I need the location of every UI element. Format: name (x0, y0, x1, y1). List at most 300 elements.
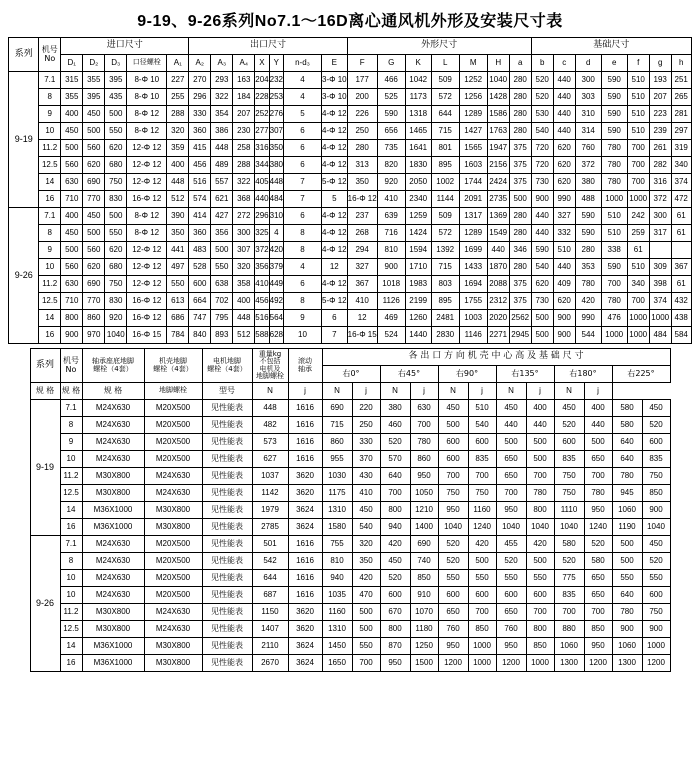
data-cell: 510 (601, 225, 627, 242)
data-cell: 350 (352, 553, 380, 570)
data-cell: 1040 (496, 519, 526, 536)
data-cell: 1003 (459, 310, 487, 327)
data-cell: 590 (575, 208, 601, 225)
table-row (9, 174, 691, 191)
data-cell: 409 (553, 276, 575, 293)
model-cell: 10 (60, 451, 82, 468)
data-cell: 300 (649, 208, 671, 225)
data-cell: 750 (642, 468, 670, 485)
data-cell: 320 (167, 123, 189, 140)
data-cell: 640 (612, 434, 642, 451)
data-cell: 580 (612, 400, 642, 417)
data-cell: 280 (509, 123, 531, 140)
th2-j-180: j (526, 383, 554, 400)
data-cell: 835 (554, 587, 584, 604)
data-cell: M30X800 (82, 468, 144, 485)
model-cell: 12.5 (60, 485, 82, 502)
data-cell: 见性能表 (202, 417, 252, 434)
data-cell: 277 (255, 123, 269, 140)
th-L: L (431, 55, 459, 72)
data-cell: 314 (575, 123, 601, 140)
data-cell: 450 (61, 123, 83, 140)
data-cell: 2312 (487, 293, 509, 310)
data-cell: 520 (380, 570, 410, 587)
data-cell: 700 (601, 276, 627, 293)
data-cell: 1500 (410, 655, 438, 672)
data-cell: 482 (252, 417, 288, 434)
model-cell: 10 (60, 570, 82, 587)
data-cell: 893 (211, 327, 233, 344)
data-cell: 280 (347, 140, 377, 157)
data-cell: 755 (322, 536, 352, 553)
data-cell: 590 (601, 72, 627, 89)
data-cell: 1580 (322, 519, 352, 536)
data-cell: 440 (531, 208, 553, 225)
data-cell: 750 (642, 604, 670, 621)
model-cell: 10 (39, 259, 61, 276)
th-A2: A₂ (189, 55, 211, 72)
data-cell: 2110 (252, 638, 288, 655)
data-cell: 1310 (322, 621, 352, 638)
data-cell: 990 (553, 191, 575, 208)
data-cell: M20X500 (144, 417, 202, 434)
data-cell: M24X630 (82, 434, 144, 451)
data-cell: 780 (612, 468, 642, 485)
data-cell: 310 (269, 208, 283, 225)
data-cell: 800 (380, 502, 410, 519)
th-series: 系列 (9, 38, 39, 72)
data-cell: 400 (526, 400, 554, 417)
data-cell: 557 (211, 174, 233, 191)
data-cell: 1050 (410, 485, 438, 502)
data-cell: 297 (671, 123, 691, 140)
data-cell: 900 (553, 310, 575, 327)
data-cell: 395 (83, 89, 105, 106)
data-cell: 835 (554, 451, 584, 468)
data-cell: 1289 (459, 225, 487, 242)
data-cell: 775 (554, 570, 584, 587)
data-cell: 900 (377, 259, 405, 276)
data-cell: 715 (431, 259, 459, 276)
data-cell: 500 (584, 434, 612, 451)
th2-N-225: N (554, 383, 584, 400)
data-cell: 见性能表 (202, 587, 252, 604)
data-cell: 656 (377, 123, 405, 140)
data-cell: 见性能表 (202, 485, 252, 502)
data-cell: 350 (167, 225, 189, 242)
data-cell: 1144 (431, 191, 459, 208)
data-cell: 1042 (405, 72, 431, 89)
data-cell: 410 (347, 293, 377, 310)
data-cell: 800 (526, 502, 554, 519)
data-cell: 6 (284, 208, 322, 225)
data-cell: 430 (352, 468, 380, 485)
data-cell: 516 (255, 310, 269, 327)
data-cell: 340 (671, 157, 691, 174)
data-cell: 8-Φ 12 (127, 208, 167, 225)
data-cell: 520 (642, 553, 670, 570)
data-cell: 1040 (554, 519, 584, 536)
data-cell: 316 (649, 174, 671, 191)
data-cell: 1979 (252, 502, 288, 519)
data-cell: 690 (322, 400, 352, 417)
data-cell: 350 (269, 140, 283, 157)
data-cell: 664 (189, 293, 211, 310)
data-cell: 509 (431, 208, 459, 225)
th-base-group: 基础尺寸 (531, 38, 691, 55)
th-model: 机号 No (39, 38, 61, 72)
table-row (30, 451, 670, 468)
data-cell: 1710 (405, 259, 431, 276)
data-cell: 950 (584, 638, 612, 655)
data-cell: 520 (554, 553, 584, 570)
data-cell: 540 (352, 519, 380, 536)
model-cell: 14 (39, 310, 61, 327)
data-cell: 见性能表 (202, 621, 252, 638)
data-cell: 294 (347, 242, 377, 259)
data-cell: 600 (468, 434, 496, 451)
data-cell: 920 (105, 310, 127, 327)
model-cell: 16 (60, 519, 82, 536)
data-cell: 276 (269, 106, 283, 123)
data-cell: 1000 (468, 638, 496, 655)
data-cell: 315 (61, 72, 83, 89)
data-cell: 550 (642, 570, 670, 587)
data-cell: 476 (601, 310, 627, 327)
data-cell: 360 (189, 123, 211, 140)
data-cell: 720 (531, 157, 553, 174)
th-A4: A₄ (233, 55, 255, 72)
th-D1: D₁ (61, 55, 83, 72)
data-cell: 600 (438, 434, 468, 451)
data-cell: 510 (468, 400, 496, 417)
data-cell: 564 (269, 310, 283, 327)
table-row (30, 621, 670, 638)
data-cell: 700 (627, 140, 649, 157)
data-cell: 488 (575, 191, 601, 208)
data-cell: 280 (575, 242, 601, 259)
data-cell: 12-Φ 12 (127, 157, 167, 174)
data-cell: 1150 (252, 604, 288, 621)
data-cell: 见性能表 (202, 553, 252, 570)
data-cell: 620 (105, 140, 127, 157)
data-cell: 350 (347, 174, 377, 191)
data-cell: 760 (575, 140, 601, 157)
data-cell: 1310 (322, 502, 352, 519)
data-cell: 332 (553, 225, 575, 242)
data-cell: 950 (496, 638, 526, 655)
data-cell: 8-Φ 12 (127, 123, 167, 140)
data-cell: 1200 (584, 655, 612, 672)
data-cell: 4-Φ 12 (322, 242, 348, 259)
data-cell: 3620 (288, 485, 322, 502)
data-cell: 2156 (487, 157, 509, 174)
data-cell: 1616 (288, 451, 322, 468)
data-cell: 228 (255, 89, 269, 106)
data-cell: 438 (671, 310, 691, 327)
data-cell: 466 (377, 72, 405, 89)
table-row (30, 604, 670, 621)
data-cell: 375 (509, 140, 531, 157)
table-row (9, 191, 691, 208)
data-cell: 780 (612, 604, 642, 621)
data-cell: 550 (105, 225, 127, 242)
data-cell: 见性能表 (202, 502, 252, 519)
data-cell: 448 (252, 400, 288, 417)
data-cell: 307 (233, 242, 255, 259)
data-cell: 550 (167, 276, 189, 293)
data-cell: 1060 (554, 638, 584, 655)
data-cell: 1142 (252, 485, 288, 502)
data-cell: 900 (61, 327, 83, 344)
data-cell: 580 (584, 553, 612, 570)
th2-j-225: j (584, 383, 612, 400)
data-cell: 550 (438, 570, 468, 587)
data-cell: 354 (211, 106, 233, 123)
data-cell: 319 (671, 140, 691, 157)
data-cell: 600 (468, 587, 496, 604)
data-cell: 1000 (468, 655, 496, 672)
th2-dir-180: 右180° (554, 366, 612, 383)
data-cell: 620 (105, 242, 127, 259)
data-cell: 700 (627, 157, 649, 174)
data-cell: 330 (189, 106, 211, 123)
data-cell: 510 (553, 242, 575, 259)
data-cell: 484 (269, 191, 283, 208)
data-cell: 500 (531, 327, 553, 344)
th2-spec-4: 地脚螺栓 (144, 383, 202, 400)
data-cell: M24X630 (144, 604, 202, 621)
data-cell: 590 (601, 106, 627, 123)
data-cell: 1252 (459, 72, 487, 89)
data-cell: 500 (526, 451, 554, 468)
data-cell: 580 (554, 536, 584, 553)
data-cell: 770 (83, 293, 105, 310)
th-outline-group: 外形尺寸 (347, 38, 531, 55)
data-cell: 850 (584, 621, 612, 638)
data-cell: 520 (531, 72, 553, 89)
data-cell: 375 (509, 157, 531, 174)
data-cell: 280 (509, 225, 531, 242)
data-cell: 510 (627, 106, 649, 123)
data-cell: 4 (284, 259, 322, 276)
data-cell: 600 (380, 587, 410, 604)
data-cell: 310 (575, 106, 601, 123)
data-cell: 1260 (405, 310, 431, 327)
model-cell: 11.2 (39, 276, 61, 293)
data-cell: 540 (531, 123, 553, 140)
data-cell: 400 (167, 157, 189, 174)
data-cell: 293 (211, 72, 233, 89)
th2-dir-135: 右135° (496, 366, 554, 383)
data-cell: 650 (496, 604, 526, 621)
data-cell: 338 (601, 242, 627, 259)
data-cell: 800 (380, 621, 410, 638)
data-cell: 1641 (405, 140, 431, 157)
data-cell: 524 (377, 327, 405, 344)
data-cell: 500 (531, 310, 553, 327)
data-cell: M20X500 (144, 434, 202, 451)
th-A1: A₁ (167, 55, 189, 72)
model-cell: 14 (60, 502, 82, 519)
data-cell: 780 (601, 140, 627, 157)
data-cell: 870 (380, 638, 410, 655)
data-cell: 261 (649, 140, 671, 157)
data-cell: 472 (671, 191, 691, 208)
data-cell: 800 (526, 621, 554, 638)
model-cell: 11.2 (60, 468, 82, 485)
data-cell: 455 (496, 536, 526, 553)
data-cell: 400 (61, 208, 83, 225)
data-cell: M24X630 (82, 536, 144, 553)
data-cell: 见性能表 (202, 655, 252, 672)
model-cell: 9 (39, 242, 61, 259)
data-cell: 1289 (459, 106, 487, 123)
data-cell: 1318 (405, 106, 431, 123)
data-cell: 700 (526, 468, 554, 485)
data-cell: 368 (233, 191, 255, 208)
data-cell: M30X800 (144, 638, 202, 655)
data-cell: 270 (189, 72, 211, 89)
data-cell: 223 (649, 106, 671, 123)
data-cell: 320 (233, 259, 255, 276)
data-cell: 860 (83, 310, 105, 327)
data-cell: 469 (377, 310, 405, 327)
data-cell: M24X630 (82, 570, 144, 587)
data-cell: 4-Φ 12 (322, 225, 348, 242)
data-cell: 500 (468, 553, 496, 570)
data-cell: 500 (526, 553, 554, 570)
data-cell: 2050 (405, 174, 431, 191)
data-cell: 1060 (612, 502, 642, 519)
data-cell: 9 (284, 310, 322, 327)
data-cell: 600 (496, 587, 526, 604)
data-cell: 520 (642, 417, 670, 434)
th2-N-180: N (496, 383, 526, 400)
data-cell: M30X800 (144, 519, 202, 536)
th2-dir-90: 右90° (438, 366, 496, 383)
data-cell: 420 (468, 536, 496, 553)
data-cell: 450 (352, 502, 380, 519)
data-cell: 1465 (405, 123, 431, 140)
data-cell: 600 (189, 276, 211, 293)
data-cell: 410 (377, 191, 405, 208)
table-row (30, 570, 670, 587)
model-cell: 12.5 (39, 293, 61, 310)
data-cell: 420 (526, 536, 554, 553)
data-cell: 750 (105, 276, 127, 293)
data-cell: 5-Φ 12 (322, 174, 348, 191)
data-cell: 1110 (554, 502, 584, 519)
data-cell: 12 (347, 310, 377, 327)
data-cell: 280 (509, 208, 531, 225)
data-cell: 613 (167, 293, 189, 310)
data-cell: 500 (612, 553, 642, 570)
data-cell: 307 (269, 123, 283, 140)
data-cell: 520 (531, 89, 553, 106)
data-cell: 620 (83, 259, 105, 276)
table-row (30, 400, 670, 417)
data-cell: 8 (284, 293, 322, 310)
data-cell: 620 (553, 140, 575, 157)
data-cell: 440 (553, 106, 575, 123)
data-cell: 950 (496, 502, 526, 519)
data-cell: 4-Φ 12 (322, 208, 348, 225)
data-cell: 449 (269, 276, 283, 293)
data-cell: 1755 (459, 293, 487, 310)
table-row (9, 208, 691, 225)
data-cell: 1870 (487, 259, 509, 276)
data-cell: 644 (252, 570, 288, 587)
data-cell: 2830 (431, 327, 459, 344)
data-cell: 627 (252, 451, 288, 468)
data-cell: 516 (189, 174, 211, 191)
th-a: a (509, 55, 531, 72)
data-cell: 630 (61, 276, 83, 293)
data-cell: 500 (211, 242, 233, 259)
model-cell: 11.2 (60, 604, 82, 621)
data-cell: 512 (167, 191, 189, 208)
data-cell: 456 (255, 293, 269, 310)
data-cell: 1433 (459, 259, 487, 276)
data-cell: 400 (61, 106, 83, 123)
data-cell: 550 (468, 570, 496, 587)
data-cell: 2091 (459, 191, 487, 208)
data-cell: 750 (554, 485, 584, 502)
data-cell: 16-Φ 12 (347, 191, 377, 208)
data-cell: 441 (167, 242, 189, 259)
data-cell: 501 (252, 536, 288, 553)
data-cell: 1300 (612, 655, 642, 672)
th-nd3: n-d₃ (284, 55, 322, 72)
data-cell: 795 (211, 310, 233, 327)
data-cell: 900 (531, 191, 553, 208)
data-cell: 1200 (438, 655, 468, 672)
model-cell: 10 (39, 123, 61, 140)
data-cell: 232 (269, 72, 283, 89)
th-h: h (671, 55, 691, 72)
data-cell: 1427 (459, 123, 487, 140)
data-cell: 4 (284, 72, 322, 89)
data-cell: 340 (627, 276, 649, 293)
data-cell: 6 (284, 276, 322, 293)
data-cell: 1000 (601, 191, 627, 208)
th2-casing-foot-bolt: 机壳地脚 螺栓（4套） (144, 349, 202, 383)
data-cell: 313 (347, 157, 377, 174)
data-cell: 8-Φ 12 (127, 225, 167, 242)
data-cell: 740 (410, 553, 438, 570)
data-cell: 1126 (377, 293, 405, 310)
data-cell: 5 (284, 106, 322, 123)
table-row (30, 434, 670, 451)
data-cell: 3624 (288, 638, 322, 655)
series-cell: 9-26 (30, 536, 60, 672)
data-cell: 1000 (627, 327, 649, 344)
data-cell: 2199 (405, 293, 431, 310)
data-cell: 970 (83, 327, 105, 344)
data-cell: 4-Φ 12 (322, 157, 348, 174)
dimensions-table-2 (30, 348, 671, 672)
data-cell: 1763 (487, 123, 509, 140)
data-cell: 716 (377, 225, 405, 242)
th-X: X (255, 55, 269, 72)
th-K: K (405, 55, 431, 72)
data-cell: 1160 (468, 502, 496, 519)
data-cell: 253 (269, 89, 283, 106)
data-cell: 542 (252, 553, 288, 570)
data-cell: 540 (468, 417, 496, 434)
model-cell: 7.1 (39, 72, 61, 89)
